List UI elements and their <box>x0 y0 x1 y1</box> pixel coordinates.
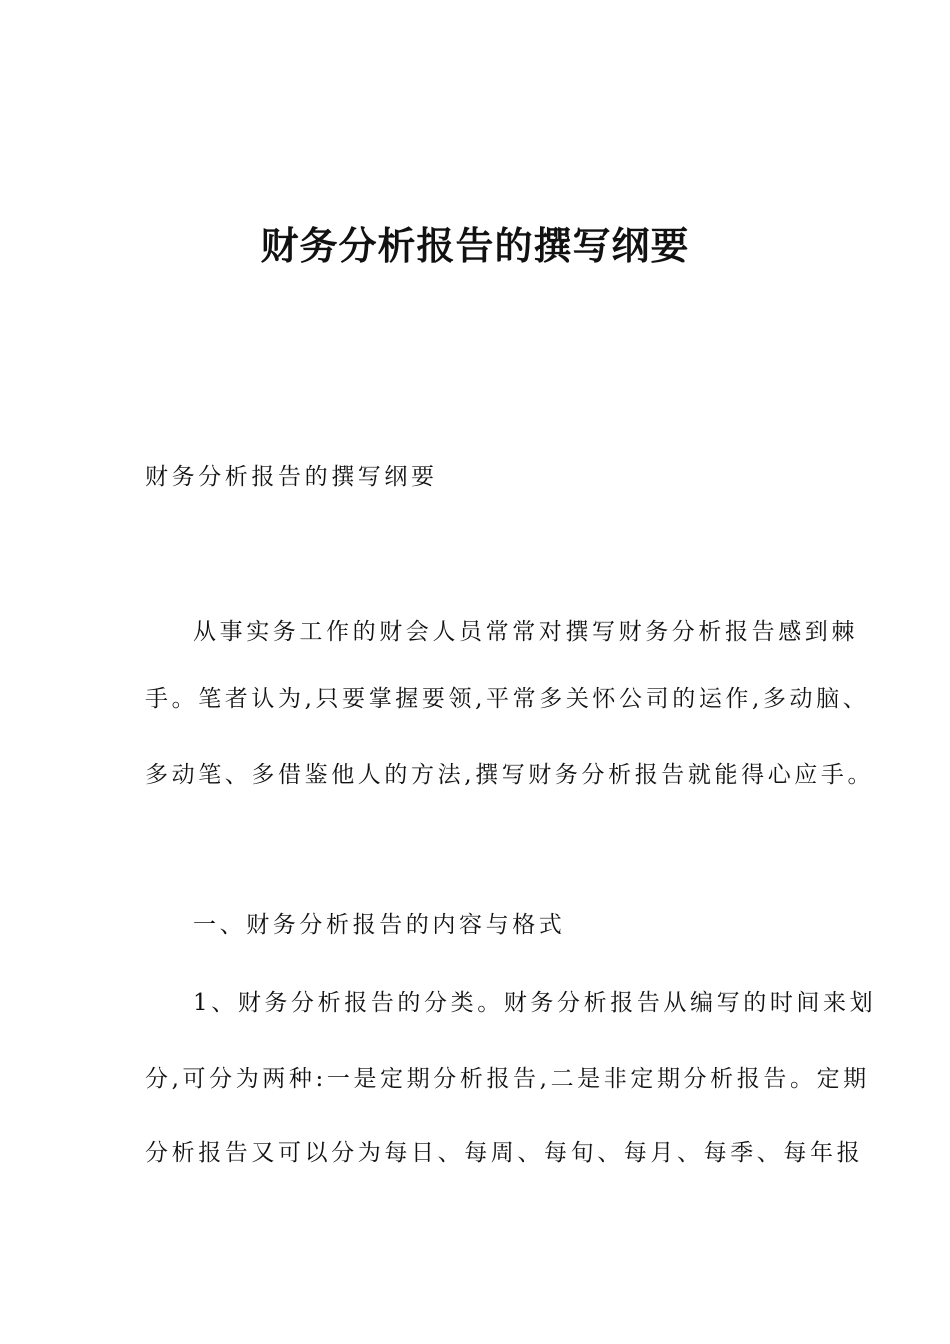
intro-line: 从事实务工作的财会人员常常对撰写财务分析报告感到棘 <box>193 619 858 645</box>
item-line: 1、财务分析报告的分类。财务分析报告从编写的时间来划 <box>193 990 877 1016</box>
section-heading: 一、财务分析报告的内容与格式 <box>193 912 566 938</box>
document-title: 财务分析报告的撰写纲要 <box>260 224 690 268</box>
item-line: 分析报告又可以分为每日、每周、每旬、每月、每季、每年报 <box>145 1140 864 1166</box>
intro-line: 多动笔、多借鉴他人的方法,撰写财务分析报告就能得心应手。 <box>145 762 875 788</box>
intro-line: 手。笔者认为,只要掌握要领,平常多关怀公司的运作,多动脑、 <box>145 686 870 712</box>
item-line: 分,可分为两种:一是定期分析报告,二是非定期分析报告。定期 <box>145 1066 870 1092</box>
document-subtitle: 财务分析报告的撰写纲要 <box>145 464 438 490</box>
